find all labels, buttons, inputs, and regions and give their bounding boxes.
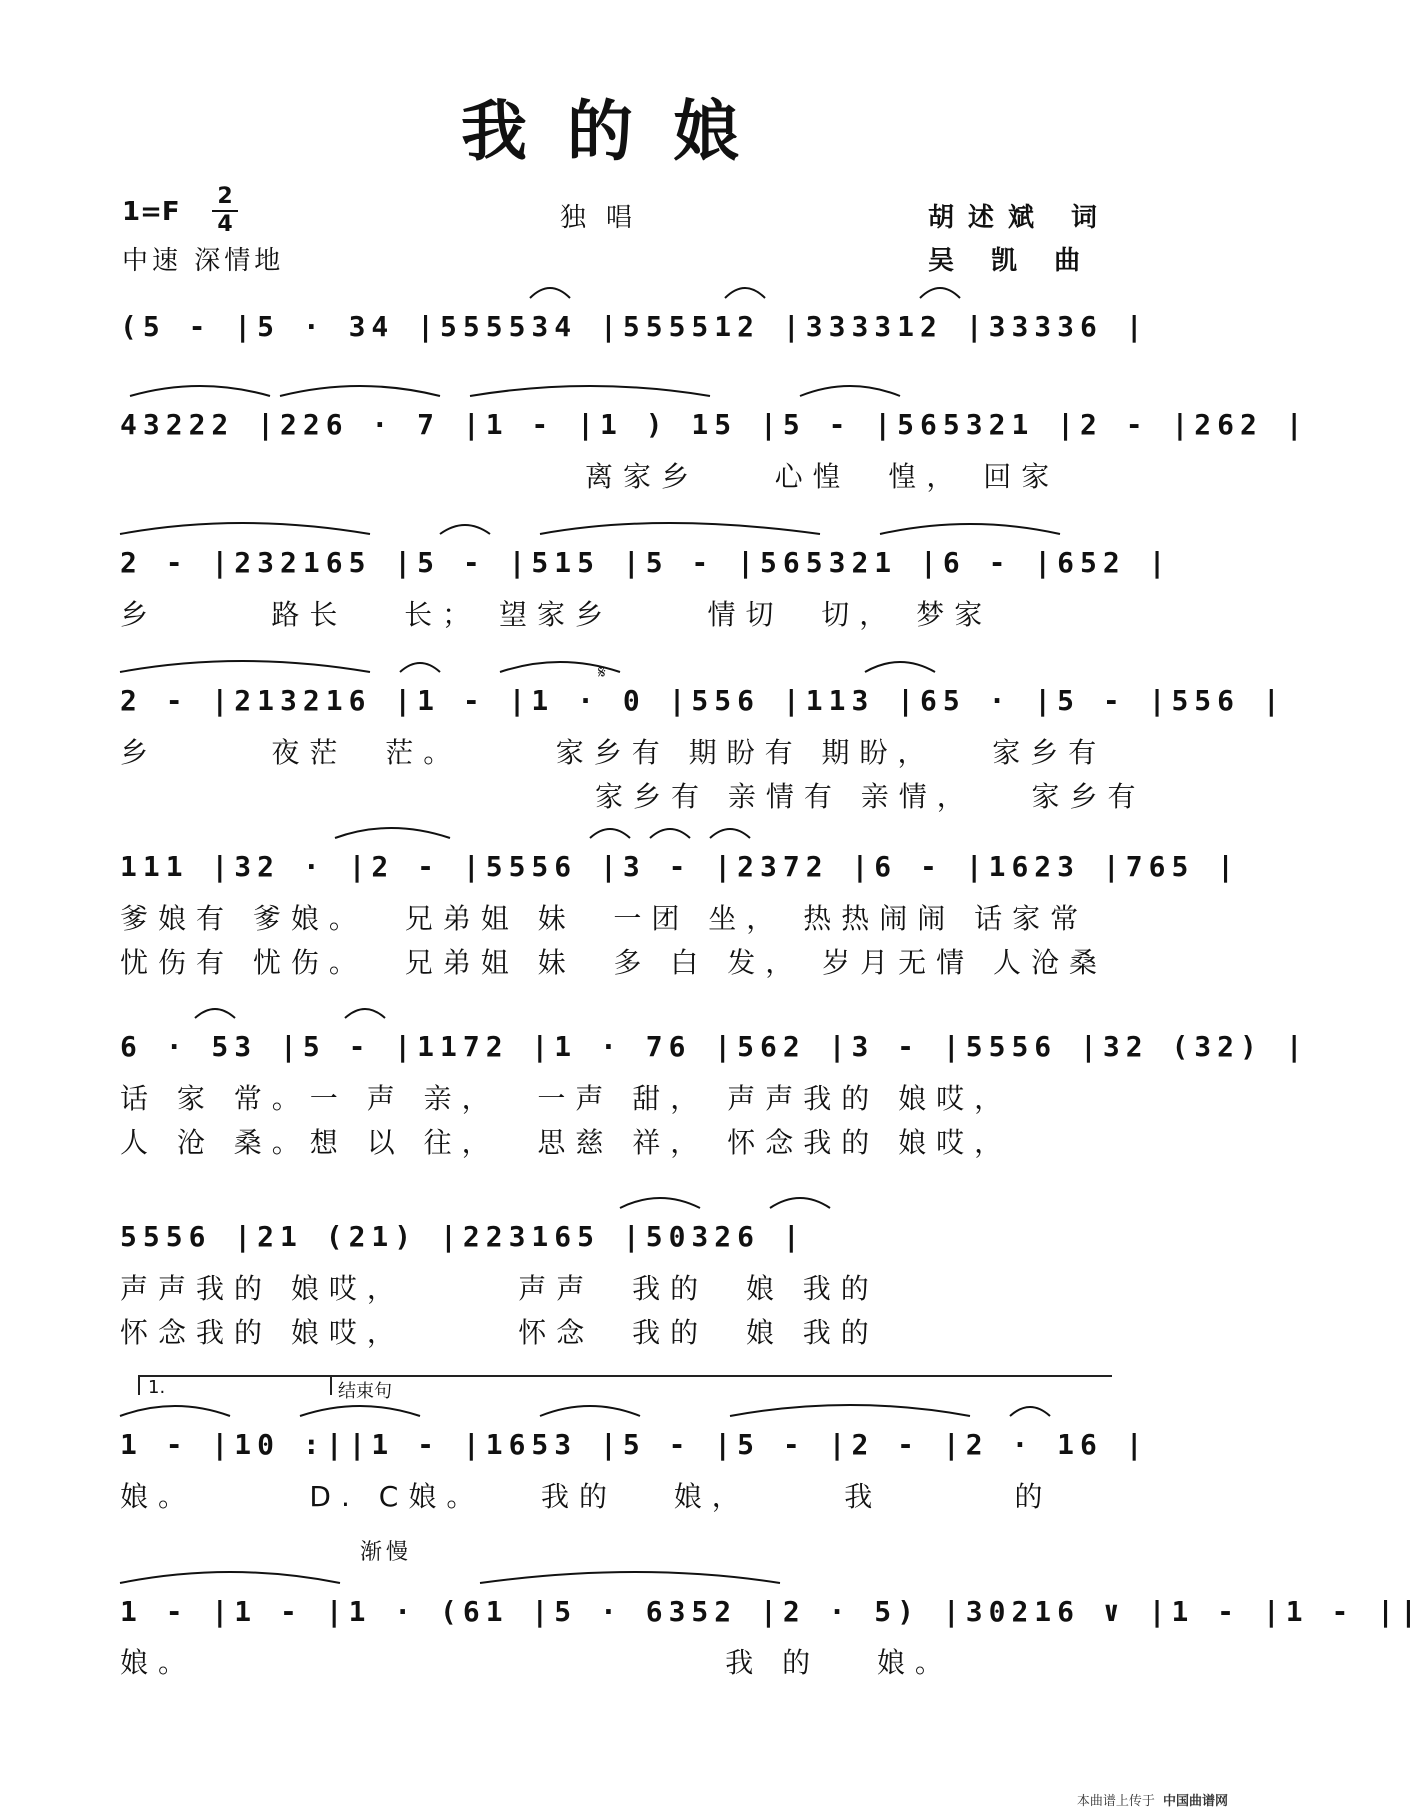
lyric-line-1: 离家乡 心惶 惶， 回家 — [585, 460, 1060, 493]
lyric-line-5a: 话 家 常。一 声 亲， 一声 甜， 声声我的 娘哎， — [120, 1082, 1013, 1115]
row-notes: 6 · 53 |5 - |1172 |1 · 76 |562 |3 - |5556 |32 (32) | — [120, 1030, 1309, 1063]
composer-credit: 吴 凯 曲 — [928, 246, 1095, 276]
volta-label: 1. — [148, 1377, 166, 1398]
slur-marks — [120, 1394, 1105, 1420]
slur-marks — [120, 996, 1105, 1022]
lyric-line-6a: 声声我的 娘哎， 声声 我的 娘 我的 — [120, 1272, 879, 1305]
row-notes: 111 |32 · |2 - |5556 |3 - |2372 |6 - |1623 |765 | — [120, 850, 1241, 883]
notation-row-2 — [120, 398, 1309, 458]
notation-row-3 — [120, 536, 1172, 596]
notation-row-5 — [120, 840, 1241, 900]
lyric-line-6b: 怀念我的 娘哎， 怀念 我的 娘 我的 — [120, 1316, 879, 1349]
ending-label: 结束句 — [338, 1381, 392, 1402]
lyric-line-4b: 忧伤有 忧伤。 兄弟姐 妹 多 白 发， 岁月无情 人沧桑 — [120, 946, 1108, 979]
volta-bracket-1 — [138, 1375, 330, 1398]
slur-marks — [120, 276, 1105, 302]
footer-brand[interactable]: 中国曲谱网 — [1162, 1794, 1228, 1809]
slur-marks — [120, 650, 1105, 676]
footer-prefix: 本曲谱上传于 — [1076, 1794, 1155, 1809]
lyric-line-8: 娘。 我 的 娘。 — [120, 1646, 953, 1679]
lyric-line-2: 乡 路长 长； 望家乡 情切 切， 梦家 — [120, 598, 993, 631]
lyric-line-3: 乡 夜茫 茫。 家乡有 期盼有 期盼， 家乡有 — [120, 736, 1107, 769]
lyric-line-5b: 人 沧 桑。想 以 往， 思慈 祥， 怀念我的 娘哎， — [120, 1126, 1013, 1159]
site-footer — [1077, 1790, 1228, 1809]
slur-marks — [120, 1186, 1105, 1212]
time-bottom: 4 — [217, 212, 233, 237]
slur-marks — [120, 1561, 1105, 1587]
ending-bracket — [330, 1375, 1112, 1402]
row-notes: 1 - |1 - |1 · (61 |5 · 6352 |2 · 5) |30216 ∨ |1 - |1 - || — [120, 1595, 1423, 1628]
row-notes: 43222 |226 · 7 |1 - |1 ) 15 |5 - |565321 |2 - |262 | — [120, 408, 1309, 441]
row-notes: 5556 |21 (21) |223165 |50326 | — [120, 1220, 806, 1253]
row-notes: (5 - |5 · 34 |555534 |555512 |333312 |33336 | — [120, 310, 1149, 343]
time-top: 2 — [217, 184, 233, 209]
slur-marks — [120, 816, 1105, 842]
row-notes: 2 - |213216 |1 - |1 · 0 |556 |113 |65 · |5 - |556 | — [120, 684, 1286, 717]
time-signature — [212, 185, 238, 237]
key-signature: 1=F — [122, 197, 180, 227]
segno-mark: 𝄋 — [598, 662, 606, 683]
slur-marks — [120, 374, 1105, 400]
lyric-line-7: 娘。 D. C娘。 我的 娘， 我 的 — [120, 1480, 1053, 1513]
ritardando-mark: 渐慢 — [360, 1540, 413, 1565]
notation-row-9 — [120, 1585, 1423, 1645]
song-title: 我的娘 — [461, 92, 779, 170]
row-notes: 2 - |232165 |5 - |515 |5 - |565321 |6 - |652 | — [120, 546, 1172, 579]
notation-row-8 — [120, 1418, 1149, 1478]
lyric-line-3b: 家乡有 亲情有 亲情， 家乡有 — [595, 780, 1146, 813]
lyric-line-4a: 爹娘有 爹娘。 兄弟姐 妹 一团 坐， 热热闹闹 话家常 — [120, 902, 1089, 935]
notation-row-6 — [120, 1020, 1309, 1080]
tempo-marking: 中速 深情地 — [122, 246, 285, 276]
performance-type: 独唱 — [560, 203, 653, 233]
slur-marks — [120, 512, 1105, 538]
notation-row-7 — [120, 1210, 1105, 1270]
row-notes: 1 - |10 :||1 - |1653 |5 - |5 - |2 - |2 · 16 | — [120, 1428, 1149, 1461]
lyricist-credit: 胡述斌 词 — [928, 203, 1112, 233]
notation-row-1 — [120, 300, 1149, 360]
notation-row-4 — [120, 662, 1286, 734]
